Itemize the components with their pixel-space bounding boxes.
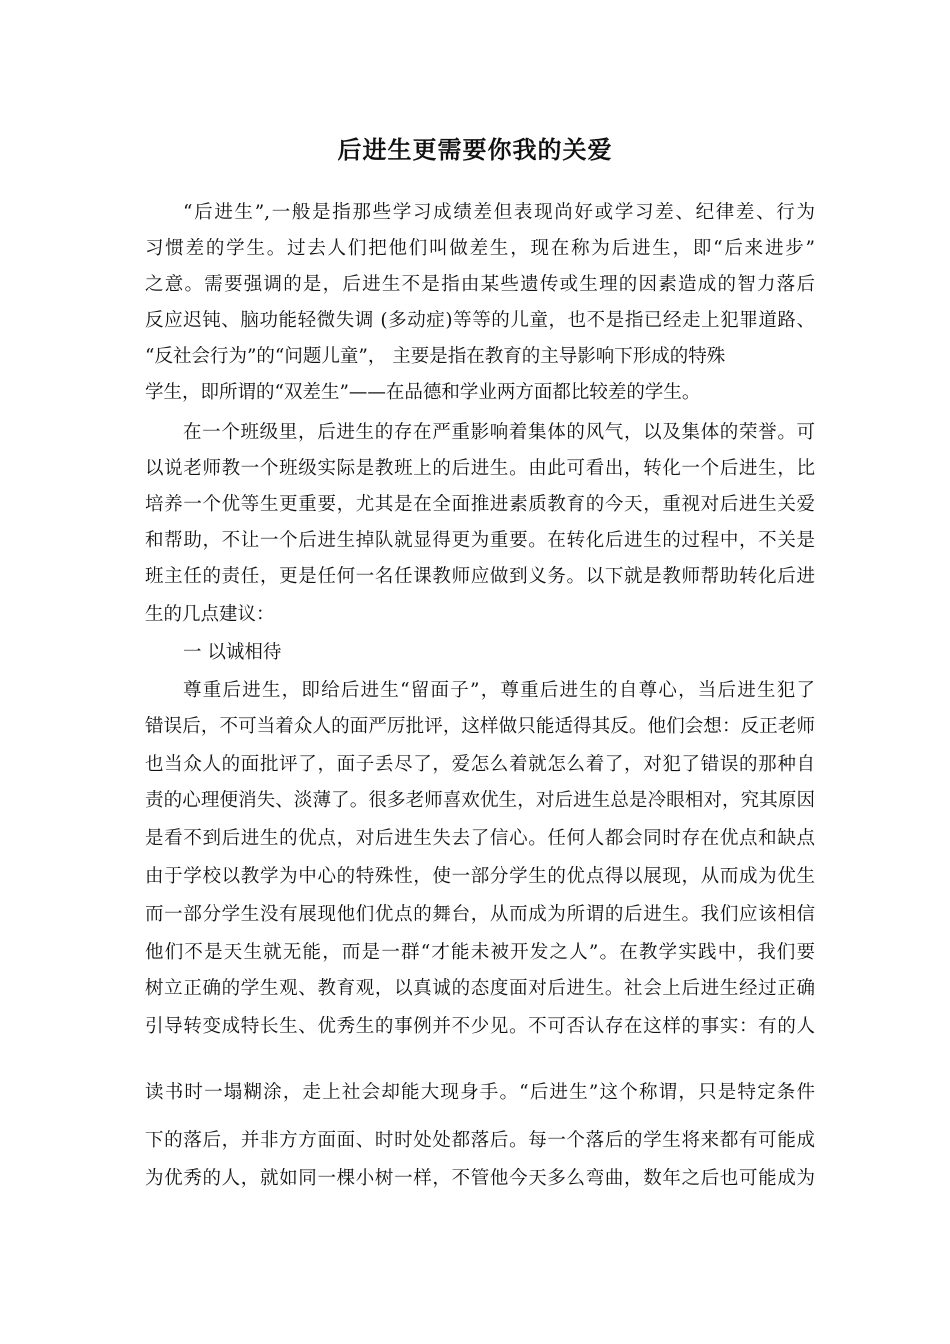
text-line: 习惯差的学生。过去人们把他们叫做差生，现在称为后进生，即“后来进步” (145, 238, 815, 259)
text-line: 也当众人的面批评了，面子丢尽了，爱怎么着就怎么着了，对犯了错误的那种自 (145, 754, 815, 775)
text-line: 而一部分学生没有展现他们优点的舞台，从而成为所谓的后进生。我们应该相信 (145, 904, 815, 925)
text-line: 以说老师教一个班级实际是教班上的后进生。由此可看出，转化一个后进生，比 (145, 458, 815, 479)
text-line: 读书时一塌糊涂，走上社会却能大现身手。“后进生”这个称谓，只是特定条件 (145, 1082, 815, 1103)
text-line: 由于学校以教学为中心的特殊性，使一部分学生的优点得以展现，从而成为优生 (145, 866, 815, 887)
text-line: 他们不是天生就无能，而是一群“才能未被开发之人”。在教学实践中，我们要 (145, 942, 815, 963)
text-line: “反社会行为”的“问题儿童”， 主要是指在教育的主导影响下形成的特殊 (145, 346, 726, 367)
section-heading: 一 以诚相待 (183, 642, 282, 663)
text-line: 和帮助，不让一个后进生掉队就显得更为重要。在转化后进生的过程中，不关是 (145, 530, 815, 551)
text-line: “后进生”,一般是指那些学习成绩差但表现尚好或学习差、纪律差、行为 (183, 202, 815, 223)
text-line: 在一个班级里，后进生的存在严重影响着集体的风气，以及集体的荣誉。可 (183, 422, 815, 443)
text-line: 错误后，不可当着众人的面严厉批评，这样做只能适得其反。他们会想：反正老师 (145, 716, 815, 737)
text-line: 尊重后进生，即给后进生“留面子”，尊重后进生的自尊心，当后进生犯了 (183, 680, 815, 701)
text-line: 培养一个优等生更重要，尤其是在全面推进素质教育的今天，重视对后进生关爱 (145, 494, 815, 515)
text-line: 是看不到后进生的优点，对后进生失去了信心。任何人都会同时存在优点和缺点 (145, 828, 815, 849)
text-line: 生的几点建议： (145, 604, 275, 625)
text-line: 责的心理便消失、淡薄了。很多老师喜欢优生，对后进生总是冷眼相对，究其原因 (145, 790, 815, 811)
text-line: 引导转变成特长生、优秀生的事例并不少见。不可否认存在这样的事实：有的人 (145, 1016, 815, 1037)
text-line: 下的落后，并非方方面面、时时处处都落后。每一个落后的学生将来都有可能成 (145, 1130, 815, 1151)
text-line: 树立正确的学生观、教育观，以真诚的态度面对后进生。社会上后进生经过正确 (145, 978, 815, 999)
page-title: 后进生更需要你我的关爱 (337, 135, 613, 164)
text-line: 学生，即所谓的“双差生”——在品德和学业两方面都比较差的学生。 (145, 382, 701, 403)
text-line: 班主任的责任，更是任何一名任课教师应做到义务。以下就是教师帮助转化后进 (145, 566, 815, 587)
text-line: 之意。需要强调的是，后进生不是指由某些遗传或生理的因素造成的智力落后 (145, 274, 815, 295)
text-line: 为优秀的人，就如同一棵小树一样，不管他今天多么弯曲，数年之后也可能成为 (145, 1168, 815, 1189)
text-line: 反应迟钝、脑功能轻微失调 (多动症)等等的儿童，也不是指已经走上犯罪道路、 (145, 310, 815, 331)
